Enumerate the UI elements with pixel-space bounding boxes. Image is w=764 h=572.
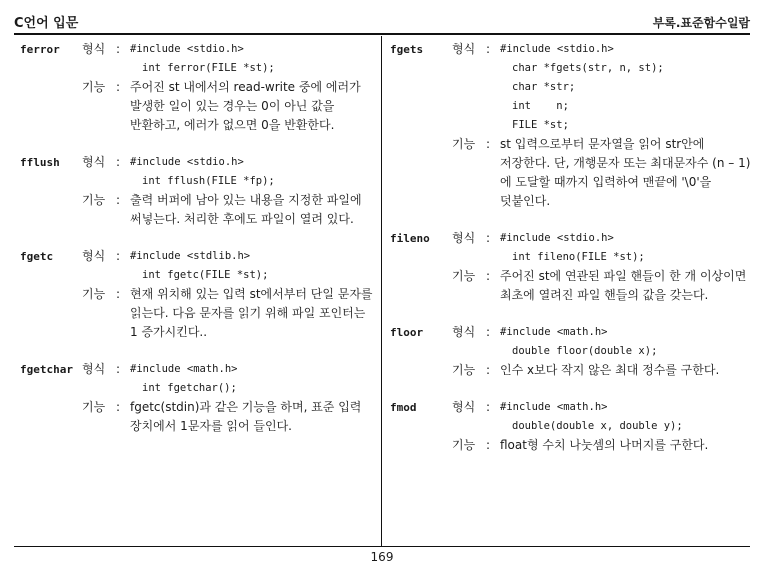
colon: : xyxy=(486,400,491,414)
page-number: 169 xyxy=(370,550,394,564)
colon: : xyxy=(116,80,121,94)
right-column xyxy=(390,40,756,455)
entry-fileno xyxy=(390,229,756,305)
colon: : xyxy=(486,363,491,377)
function-label: 기능 xyxy=(82,193,106,207)
colon: : xyxy=(116,287,121,301)
colon: : xyxy=(116,400,121,414)
format-line: int n; xyxy=(512,100,569,112)
function-label: 기능 xyxy=(452,363,476,377)
left-column xyxy=(20,40,375,436)
colon: : xyxy=(486,269,491,283)
entry-floor xyxy=(390,323,756,380)
header-rule xyxy=(14,33,750,35)
colon: : xyxy=(486,231,491,245)
format-line: #include <stdio.h> xyxy=(130,43,244,55)
function-name: fmod xyxy=(390,401,417,414)
format-line: char *str; xyxy=(512,81,576,93)
format-line: double floor(double x); xyxy=(512,345,658,357)
description: 출력 버퍼에 남아 있는 내용을 지정한 파일에 써넣는다. 처리한 후에도 파일이 열려 있다. xyxy=(130,193,362,226)
format-label: 형식 xyxy=(82,249,106,263)
function-label: 기능 xyxy=(452,137,476,151)
format-line: #include <stdlib.h> xyxy=(130,250,251,262)
colon: : xyxy=(486,137,491,151)
entry-fgetc xyxy=(20,247,375,342)
function-name: fgetc xyxy=(20,250,54,263)
format-line: #include <math.h> xyxy=(500,401,608,413)
function-label: 기능 xyxy=(82,80,106,94)
format-line: #include <stdio.h> xyxy=(500,43,614,55)
function-name: fileno xyxy=(390,232,430,245)
description: 주어진 st에 연관된 파일 핸들이 한 개 이상이면 최초에 열려진 파일 핸들의 값을 갖는다. xyxy=(500,269,747,302)
colon: : xyxy=(116,193,121,207)
colon: : xyxy=(116,249,121,263)
format-label: 형식 xyxy=(452,400,476,414)
format-line: #include <stdio.h> xyxy=(500,232,614,244)
entry-fmod xyxy=(390,398,756,455)
colon: : xyxy=(486,438,491,452)
format-label: 형식 xyxy=(452,325,476,339)
format-line: int fileno(FILE *st); xyxy=(512,251,645,263)
colon: : xyxy=(116,362,121,376)
format-line: #include <stdio.h> xyxy=(130,156,244,168)
footer-rule xyxy=(14,546,750,547)
function-name: ferror xyxy=(20,43,60,56)
function-label: 기능 xyxy=(82,287,106,301)
colon: : xyxy=(486,325,491,339)
format-line: FILE *st; xyxy=(512,119,569,131)
entry-ferror xyxy=(20,40,375,135)
description: 인수 x보다 작지 않은 최대 정수를 구한다. xyxy=(500,363,720,377)
format-line: char *fgets(str, n, st); xyxy=(512,62,664,74)
colon: : xyxy=(116,42,121,56)
format-line: #include <math.h> xyxy=(130,363,238,375)
format-line: int ferror(FILE *st); xyxy=(142,62,275,74)
description: float형 수치 나눗셈의 나머지를 구한다. xyxy=(500,438,709,452)
column-divider xyxy=(381,36,382,546)
entry-fflush xyxy=(20,153,375,229)
function-label: 기능 xyxy=(452,269,476,283)
format-label: 형식 xyxy=(82,155,106,169)
description: 현재 위치해 있는 입력 st에서부터 단일 문자를 읽는다. 다음 문자를 읽기 위해 파일 포인터는 1 증가시킨다.. xyxy=(130,287,373,339)
entry-fgetchar xyxy=(20,360,375,436)
description: 주어진 st 내에서의 read-write 중에 에러가 발생한 일이 있는 경우는 0이 아닌 값을 반환하고, 에러가 없으면 0을 반환한다. xyxy=(130,80,361,132)
colon: : xyxy=(116,155,121,169)
function-name: fgets xyxy=(390,43,424,56)
book-title: C언어 입문 xyxy=(14,16,79,31)
description: st 입력으로부터 문자열을 읽어 str안에 저장한다. 단, 개행문자 또는 최대문자수 (n – 1)에 도달할 때까지 입력하여 맨끝에 '\0'을 덧붙인다. xyxy=(500,137,751,208)
format-label: 형식 xyxy=(82,42,106,56)
section-title: 부록.표준함수일람 xyxy=(652,16,750,30)
format-line: int fgetchar(); xyxy=(142,382,237,394)
function-label: 기능 xyxy=(82,400,106,414)
format-line: int fgetc(FILE *st); xyxy=(142,269,269,281)
format-line: int fflush(FILE *fp); xyxy=(142,175,275,187)
colon: : xyxy=(486,42,491,56)
format-label: 형식 xyxy=(452,42,476,56)
format-label: 형식 xyxy=(82,362,106,376)
function-name: floor xyxy=(390,326,424,339)
format-line: #include <math.h> xyxy=(500,326,608,338)
function-name: fgetchar xyxy=(20,363,73,376)
description: fgetc(stdin)과 같은 기능을 하며, 표준 입력 장치에서 1문자를 읽어 들인다. xyxy=(130,400,362,433)
format-line: double(double x, double y); xyxy=(512,420,683,432)
function-label: 기능 xyxy=(452,438,476,452)
format-label: 형식 xyxy=(452,231,476,245)
entry-fgets xyxy=(390,40,756,211)
function-name: fflush xyxy=(20,156,60,169)
